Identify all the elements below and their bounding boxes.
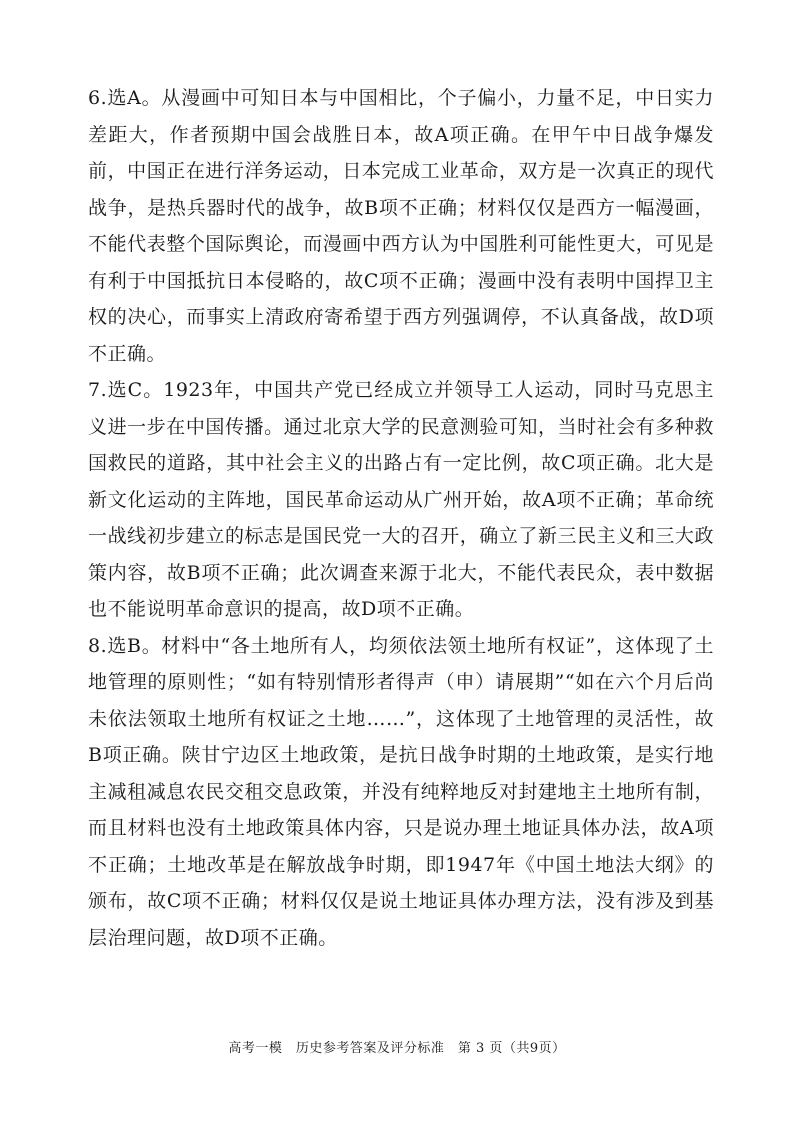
answer-7-explanation: 7.选C。1923年，中国共产党已经成立并领导工人运动，同时马克思主义进一步在中国传播。通过北京大学的民意测验可知，当时社会有多种救国救民的道路，其中社会主义的出路占有一定比例，故C项正确。北大是新文化运动的主阵地，国民革命运动从广州开始，故A项不正确；革命统一战线初步建立的标志是国民党一大的召开，确立了新三民主义和三大政策内容，故B项不正确；此次调查来源于北大，不能代表民众，表中数据也不能说明革命意识的提高，故D项不正确。 xyxy=(88,379,714,620)
answer-6-explanation: 6.选A。从漫画中可知日本与中国相比，个子偏小，力量不足，中日实力差距大，作者预期中国会战胜日本，故A项正确。在甲午中日战争爆发前，中国正在进行洋务运动，日本完成工业革命，双方是一次真正的现代战争，是热兵器时代的战争，故B项不正确；材料仅仅是西方一幅漫画，不能代表整个国际舆论，而漫画中西方认为中国胜利可能性更大，可见是有利于中国抵抗日本侵略的，故C项不正确；漫画中没有表明中国捍卫主权的决心，而事实上清政府寄希望于西方列强调停，不认真备战，故D项不正确。 xyxy=(88,87,714,365)
answer-explanations xyxy=(88,80,714,956)
answer-8-explanation: 8.选B。材料中“各土地所有人，均须依法领土地所有权证”，这体现了土地管理的原则性；“如有特别情形者得声（申）请展期”“如在六个月后尚未依法领取土地所有权证之土地……”，这体现了土地管理的灵活性，故B项正确。陕甘宁边区土地政策，是抗日战争时期的土地政策，是实行地主减租减息农民交租交息政策，并没有纯粹地反对封建地主土地所有制，而且材料也没有土地政策具体内容，只是说办理土地证具体办法，故A项不正确；土地改革是在解放战争时期，即1947年《中国土地法大纲》的颁布，故C项不正确；材料仅仅是说土地证具体办理方法，没有涉及到基层治理问题，故D项不正确。 xyxy=(88,634,714,949)
page-footer: 高考一模 历史参考答案及评分标准 第 3 页（共9页） xyxy=(228,1041,566,1056)
